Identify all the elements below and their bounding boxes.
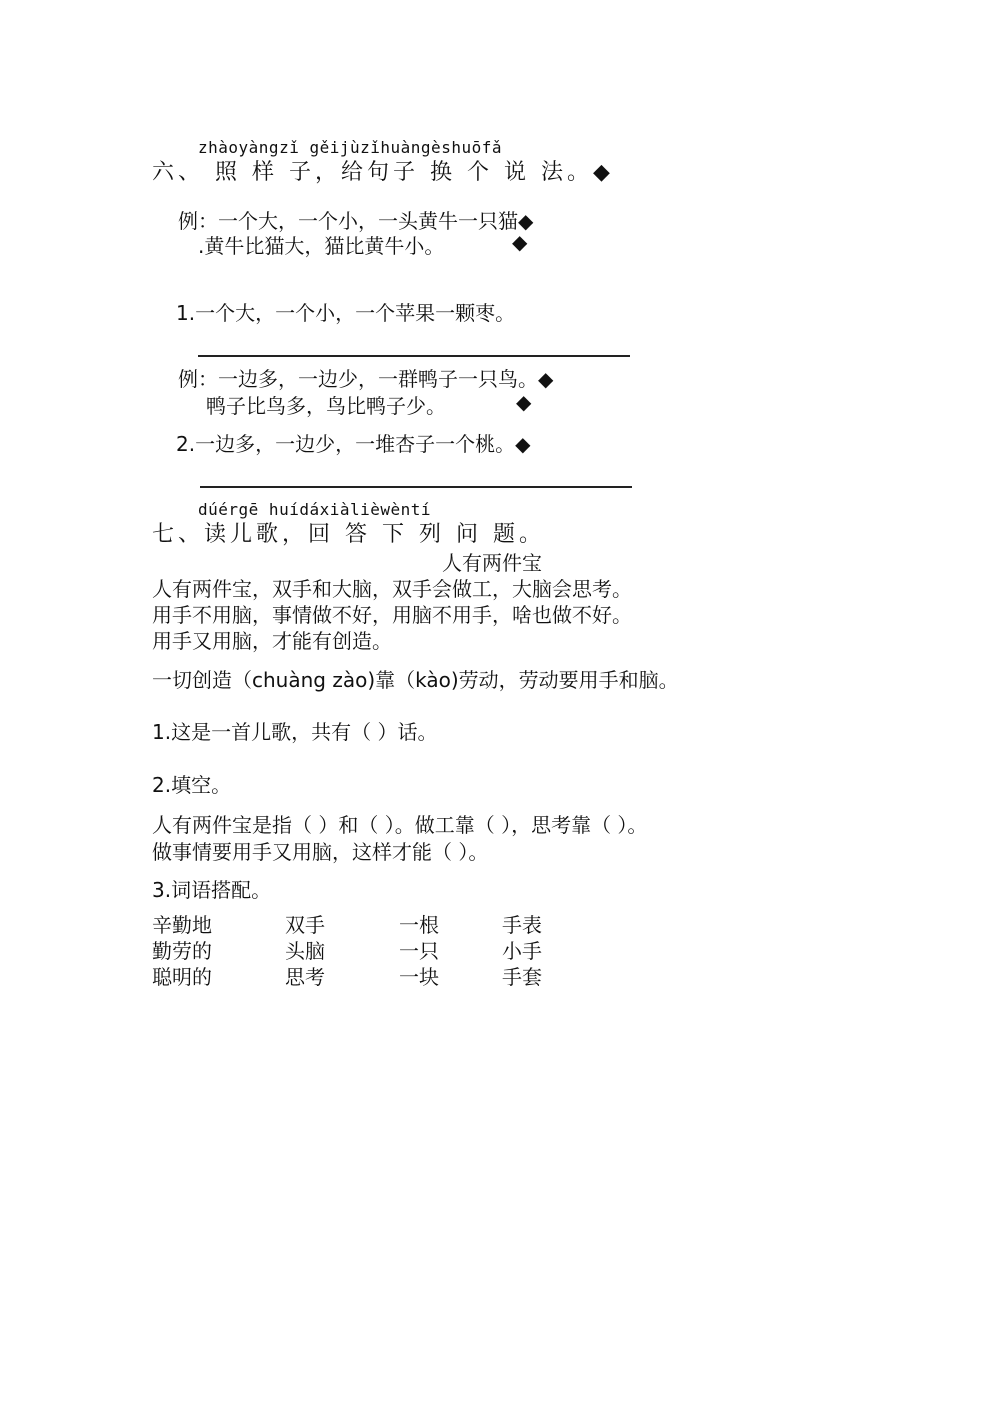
diamond-icon: ◆ xyxy=(516,390,532,414)
question-7-2: 2.填空。 xyxy=(152,773,232,797)
match-column-3 xyxy=(399,912,439,990)
poem-line-4: 一切创造（chuàng zào)靠（kào)劳动，劳动要用手和脑。 xyxy=(152,668,679,692)
example1-line1: 例：一个大，一个小，一头黄牛一只猫◆ xyxy=(178,209,534,233)
fill-blank-line-1: 人有两件宝是指（ ）和（ ）。做工靠（ ），思考靠（ ）。 xyxy=(152,813,648,837)
match-item[interactable]: 头脑 xyxy=(285,939,325,963)
match-column-4 xyxy=(502,912,542,990)
match-item[interactable]: 小手 xyxy=(502,939,542,963)
question-7-1: 1.这是一首儿歌，共有（ ）话。 xyxy=(152,720,438,744)
poem-line-2: 用手不用脑，事情做不好，用脑不用手，啥也做不好。 xyxy=(152,603,632,627)
match-item[interactable]: 辛勤地 xyxy=(152,913,212,937)
match-item[interactable]: 一块 xyxy=(399,965,439,989)
match-item[interactable]: 勤劳的 xyxy=(152,939,212,963)
match-item[interactable]: 手表 xyxy=(502,913,542,937)
poem-line-3: 用手又用脑，才能有创造。 xyxy=(152,629,392,653)
example1-line2: .黄牛比猫大，猫比黄牛小。 xyxy=(198,234,445,258)
match-item[interactable]: 手套 xyxy=(502,965,542,989)
section6-heading: 六、 照 样 子，给句子 换 个 说 法。◆ xyxy=(152,160,614,185)
example2-line1: 例：一边多，一边少，一群鸭子一只鸟。◆ xyxy=(178,367,554,391)
match-item[interactable]: 聪明的 xyxy=(152,965,212,989)
answer-line-2[interactable] xyxy=(200,486,632,488)
match-item[interactable]: 一根 xyxy=(399,913,439,937)
diamond-icon: ◆ xyxy=(512,230,528,254)
fill-blank-line-2: 做事情要用手又用脑，这样才能（ ）。 xyxy=(152,840,489,864)
question-2: 2.一边多，一边少，一堆杏子一个桃。◆ xyxy=(176,432,531,456)
example2-line2: 鸭子比鸟多，鸟比鸭子少。 xyxy=(206,394,446,418)
section7-pinyin: dúérgē huídáxiàlièwèntí xyxy=(198,500,432,519)
match-item[interactable]: 一只 xyxy=(399,939,439,963)
match-item[interactable]: 双手 xyxy=(285,913,325,937)
match-item[interactable]: 思考 xyxy=(285,965,325,989)
poem-line-1: 人有两件宝，双手和大脑，双手会做工，大脑会思考。 xyxy=(152,577,632,601)
section7-heading: 七、读儿歌，回 答 下 列 问 题。 xyxy=(152,522,545,547)
section6-pinyin: zhàoyàngzǐ gěijùzǐhuàngèshuōfǎ xyxy=(198,138,502,157)
poem-title: 人有两件宝 xyxy=(442,551,542,575)
question-7-3: 3.词语搭配。 xyxy=(152,878,272,902)
question-1: 1.一个大，一个小，一个苹果一颗枣。 xyxy=(176,301,516,325)
match-column-1 xyxy=(152,912,212,990)
answer-line-1[interactable] xyxy=(198,355,630,357)
match-column-2 xyxy=(285,912,325,990)
